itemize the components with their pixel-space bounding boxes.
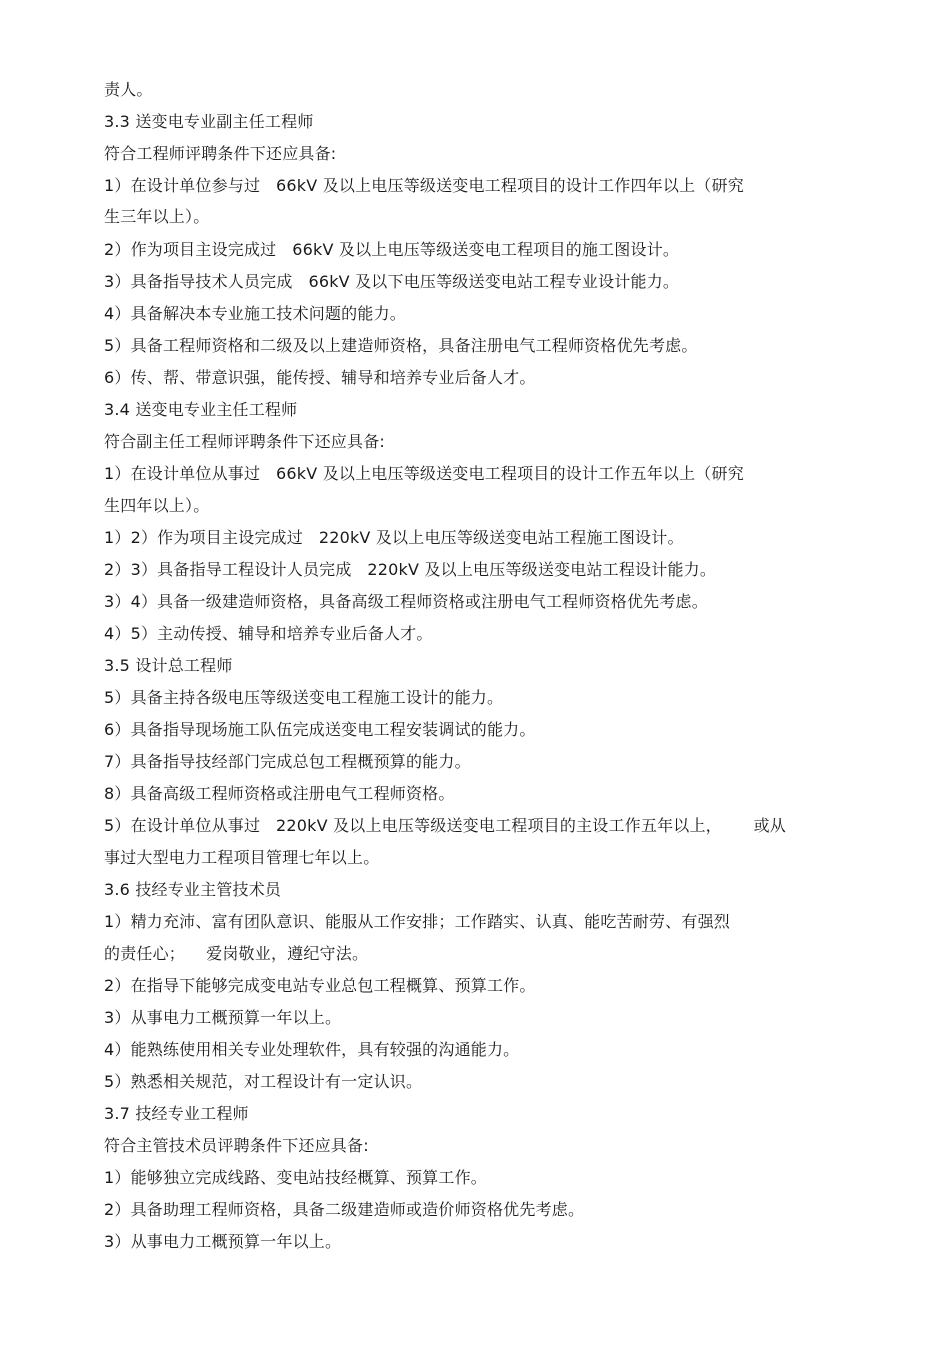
list-item: 4）具备解决本专业施工技术问题的能力。 [104,304,406,323]
list-item: 5）具备工程师资格和二级及以上建造师资格，具备注册电气工程师资格优先考虑。 [104,336,698,355]
list-item: 5）具备主持各级电压等级送变电工程施工设计的能力。 [104,688,504,707]
list-item: 1）2）作为项目主设完成过 220kV 及以上电压等级送变电站工程施工图设计。 [104,528,684,547]
list-item: 7）具备指导技经部门完成总包工程概预算的能力。 [104,752,471,771]
text-line: 符合工程师评聘条件下还应具备: [104,144,337,163]
text-line: 符合副主任工程师评聘条件下还应具备: [104,432,385,451]
list-item: 2）具备助理工程师资格，具备二级建造师或造价师资格优先考虑。 [104,1200,585,1219]
list-item: 3）从事电力工概预算一年以上。 [104,1008,342,1027]
list-item-continuation: 事过大型电力工程项目管理七年以上。 [104,848,380,867]
section-heading-3-6: 3.6 技经专业主管技术员 [104,880,282,899]
section-heading-3-3: 3.3 送变电专业副主任工程师 [104,112,314,131]
text-line: 符合主管技术员评聘条件下还应具备: [104,1136,369,1155]
list-item: 5）在设计单位从事过 220kV 及以上电压等级送变电工程项目的主设工作五年以上， 或从 [104,816,786,835]
list-item-continuation: 的责任心； 爱岗敬业，遵纪守法。 [104,944,369,963]
list-item: 3）4）具备一级建造师资格，具备高级工程师资格或注册电气工程师资格优先考虑。 [104,592,708,611]
list-item-continuation: 生四年以上）。 [104,496,210,515]
list-item: 1）在设计单位从事过 66kV 及以上电压等级送变电工程项目的设计工作五年以上（研究 [104,464,744,483]
list-item: 1）能够独立完成线路、变电站技经概算、预算工作。 [104,1168,487,1187]
list-item: 6）具备指导现场施工队伍完成送变电工程安装调试的能力。 [104,720,536,739]
list-item: 3）从事电力工概预算一年以上。 [104,1232,342,1251]
section-heading-3-7: 3.7 技经专业工程师 [104,1104,249,1123]
list-item: 4）能熟练使用相关专业处理软件，具有较强的沟通能力。 [104,1040,520,1059]
list-item: 5）熟悉相关规范，对工程设计有一定认识。 [104,1072,423,1091]
list-item: 2）3）具备指导工程设计人员完成 220kV 及以上电压等级送变电站工程设计能力。 [104,560,717,579]
list-item: 8）具备高级工程师资格或注册电气工程师资格。 [104,784,455,803]
text-line-continuation: 责人。 [104,80,153,99]
list-item: 6）传、帮、带意识强，能传授、辅导和培养专业后备人才。 [104,368,536,387]
list-item: 4）5）主动传授、辅导和培养专业后备人才。 [104,624,433,643]
section-heading-3-4: 3.4 送变电专业主任工程师 [104,400,298,419]
list-item: 2）作为项目主设完成过 66kV 及以上电压等级送变电工程项目的施工图设计。 [104,240,680,259]
list-item-continuation: 生三年以上）。 [104,207,210,226]
list-item: 1）在设计单位参与过 66kV 及以上电压等级送变电工程项目的设计工作四年以上（研究 [104,176,744,195]
section-heading-3-5: 3.5 设计总工程师 [104,656,233,675]
list-item: 2）在指导下能够完成变电站专业总包工程概算、预算工作。 [104,976,536,995]
list-item: 1）精力充沛、富有团队意识、能服从工作安排；工作踏实、认真、能吃苦耐劳、有强烈 [104,912,730,931]
list-item: 3）具备指导技术人员完成 66kV 及以下电压等级送变电站工程专业设计能力。 [104,272,680,291]
